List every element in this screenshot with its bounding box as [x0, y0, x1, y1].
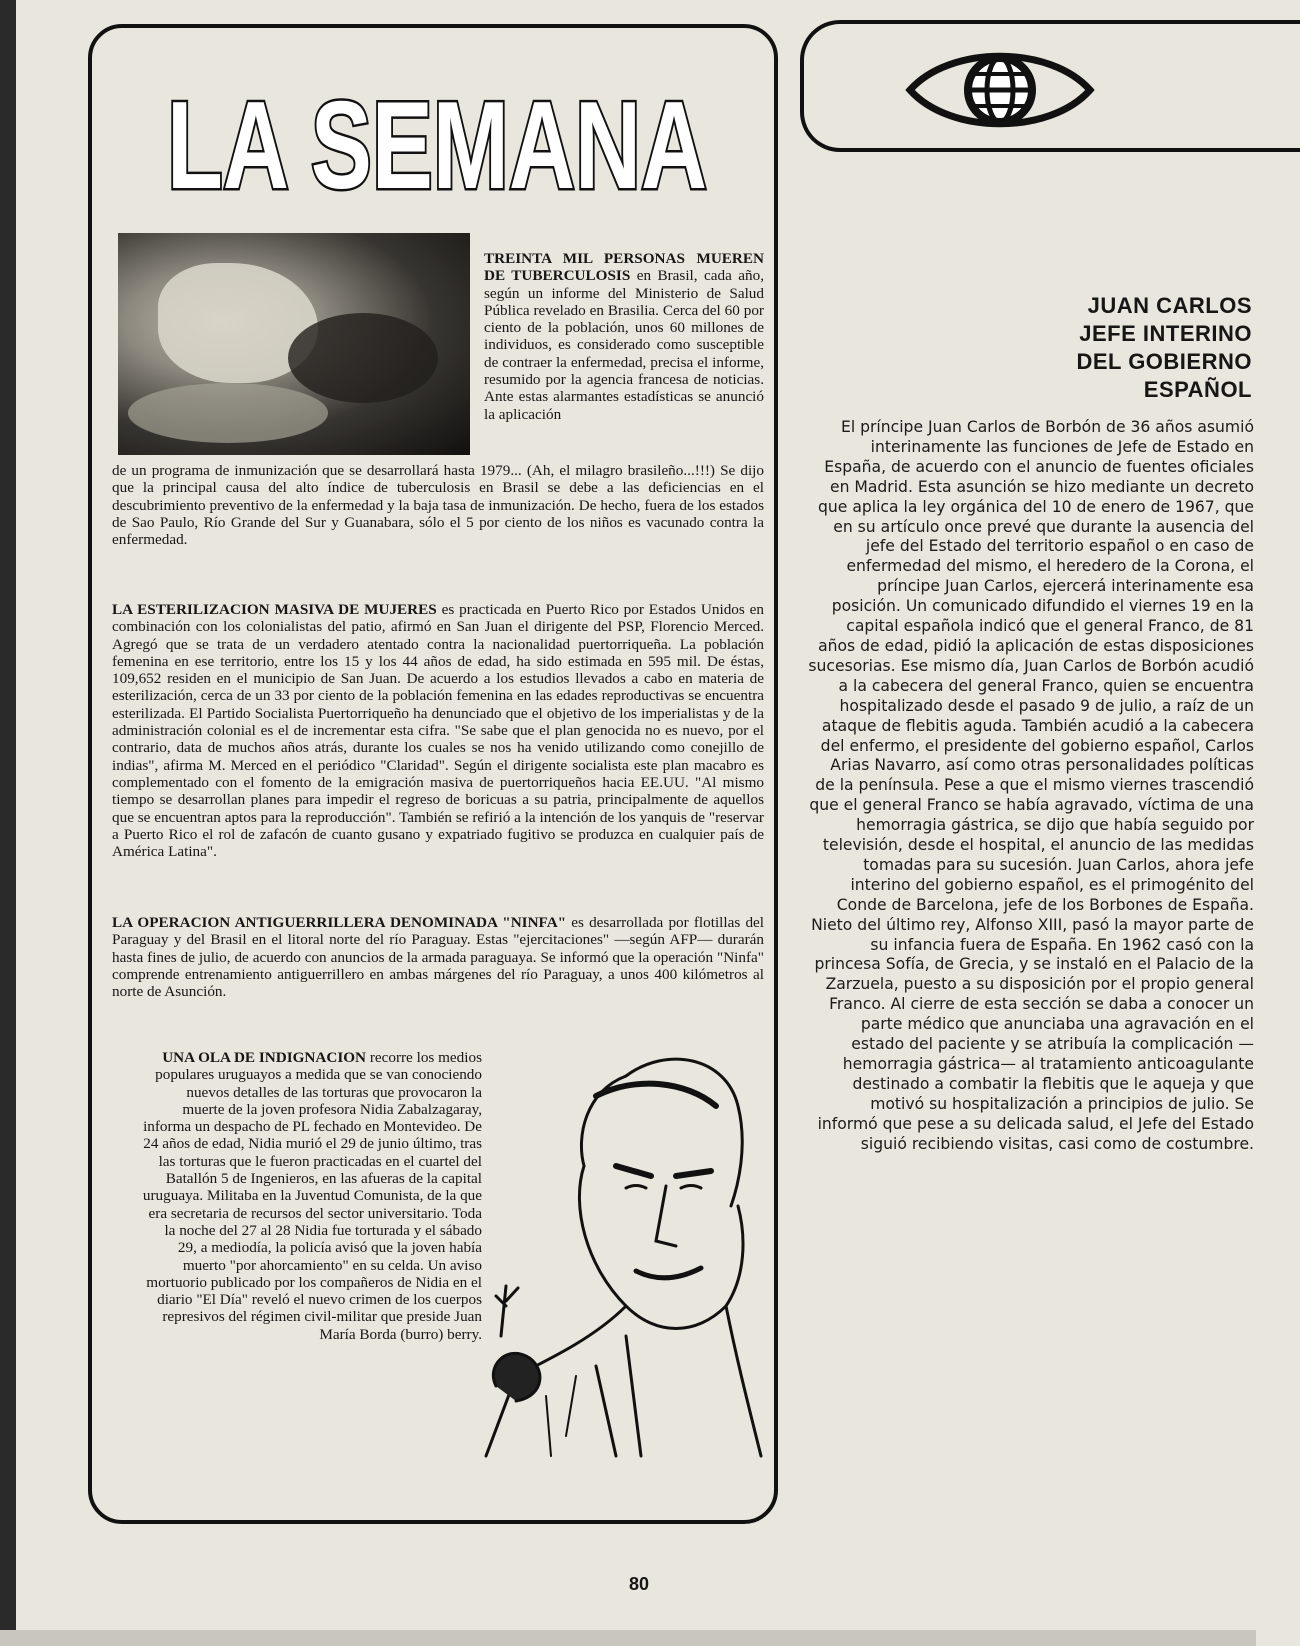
headline-line: JEFE INTERINO	[1079, 321, 1252, 346]
scan-edge	[0, 0, 16, 1646]
page-number: 80	[628, 1574, 650, 1594]
article-text: recorre los medios populares uruguayos a medida que se van conociendo nuevos detalles de las torturas que provocaron la muerte de la joven profesora Nidia Zabalzagaray, informa un despacho de PL fechado en Montevideo. De 24 años de edad, Nidia murió el 29 de junio último, tras las torturas que le fueron practicadas en el cuartel del Batallón 5 de Ingenieros, en las afueras de la capital uruguaya. Militaba en la Juventud Comunista, de la que era secretaria de recursos del sector universitario. Toda la noche del 27 al 28 Nidia fue torturada y el sábado 29, a mediodía, la policía avisó que la joven había muerto "por ahorcamiento" en su celda. Un aviso mortuorio publicado por los compañeros de Nidia en el diario "El Día" reveló el nuevo crimen de los cuerpos represivos del régimen civil-militar que preside Juan María Borda (burro) berry.	[142, 1049, 482, 1343]
headline-line: ESPAÑOL	[1143, 377, 1252, 402]
article-text: es practicada en Puerto Rico por Estados Unidos en combinación con los colonialistas del patio, afirmó en San Juan el dirigente del PSP, Florencio Merced. Agregó que se trata de un verdadero atentado contra la nacionalidad puertorriqueña. La población femenina en ese territorio, entre los 15 y los 44 años de edad, ha sido estimada en 595 mil. De éstas, 109,652 residen en el municipio de San Juan. De acuerdo a los estudios llevados a cabo en materia de esterilización, cerca de un 33 por ciento de la población femenina en las edades reproductivas se encuentra esterilizada. El Partido Socialista Puertorriqueño ha denunciado que el objetivo de los imperialistas y de la administración colonial es el de incrementar esta cifra. "Se sabe que el plan genocida no es nuevo, por el contrario, data de muchos años atrás, durante los cuales se nos ha venido utilizando como conejillo de indias", afirma M. Merced en el periódico "Claridad". Según el dirigente socialista este plan macabro es complementado con el fomento de la emigración masiva de puertorriqueños hacia EE.UU. "Al mismo tiempo se desarrollan planes para impedir el regreso de boricuas a su patria, principalmente de aquellos que se encuentran aptos para la reproducción". También se refirió a la intención de los yanquis de "reservar a Puerto Rico el rol de zafacón de cuanto gusano y expatriado fugitivo se produzca en cualquier país de América Latina".	[112, 601, 764, 861]
juan-carlos-article: El príncipe Juan Carlos de Borbón de 36 años asumió interinamente las funciones de Jefe de Estado en España, de acuerdo con el anuncio de fuentes oficiales en Madrid. Esta asunción se hizo mediante un decreto que aplica la ley orgánica del 10 de enero de 1967, que en su artículo once prevé que durante la ausencia del jefe del Estado del territorio español o en caso de enfermedad del mismo, el heredero de la Corona, el príncipe Juan Carlos, ejercerá interinamente esa posición. Un comunicado difundido el viernes 19 en la capital española indicó que el general Franco, de 81 años de edad, pidió la aplicación de estas disposiciones sucesorias. Ese mismo día, Juan Carlos de Borbón acudió a la cabecera del general Franco, quien se encuentra hospitalizado desde el pasado 9 de julio, a raíz de un ataque de flebitis aguda. También acudió a la cabecera del enfermo, el presidente del gobierno español, Carlos Arias Navarro, así como otras personalidades políticas de la península. Pese a que el mismo viernes trascendió que el general Franco se había agravado, víctima de una hemorragia gástrica, se dijo que había seguido por televisión, desde el hospital, el anuncio de las medidas tomadas para su sucesión. Juan Carlos, ahora jefe interino del gobierno español, es el primogénito del Conde de Barcelona, jefe de los Borbones de España. Nieto del último rey, Alfonso XIII, pasó la mayor parte de su infancia fuera de España. En 1962 casó con la princesa Sofía, de Grecia, y se instaló en el Palacio de la Zarzuela, puesto a su disposición por el propio general Franco. Al cierre de esta sección se daba a conocer un parte médico que anunciaba una agravación en el estado del paciente y se atribuía la complicación —hemorragia gástrica— al tratamiento anticoagulante destinado a combatir la flebitis que le aqueja y que motivó su hospitalización a principios de julio. Se informó que pese a su delicada salud, el Jefe del Estado siguió recibiendo visitas, casi como de costumbre.	[808, 418, 1254, 1153]
article-text: es desarrollada por flotillas del Paraguay y del Brasil en el litoral norte del río Paraguay. Estas "ejercitaciones" —según AFP— durarán hasta fines de julio, de acuerdo con anuncios de la armada paraguaya. Se informó que la operación "Ninfa" comprende entrenamiento antiguerrillero en ambas márgenes del río Paraguay, a unos 400 kilómetros al norte de Asunción.	[112, 914, 764, 1001]
article-lead: UNA OLA DE INDIGNACION	[162, 1049, 367, 1066]
eye-globe-icon	[900, 40, 1100, 140]
news-photo	[118, 233, 470, 455]
article-text: en Brasil, cada año, según un informe del Ministerio de Salud Pública revelado en Brasilia. Cerca del 60 por ciento de la población, unos 60 millones de individuos, es considerado como susceptible de contraer la enfermedad, precisa el informe, resumido por la agencia francesa de noticias. Ante estas alarmantes estadísticas se anunció la aplicación	[484, 267, 764, 423]
article-tuberculosis-bottom: de un programa de inmunización que se desarrollará hasta 1979... (Ah, el milagro brasileño...!!!) Se dijo que la principal causa del alto índice de tuberculosis en Brasil se debe a las deficiencias en el descubrimiento preventivo de la enfermedad y la baja tasa de inmunización. De hecho, fuera de los estados de Sao Paulo, Río Grande del Sur y Guanabara, sólo el 5 por ciento de los niños es vacunado contra la enfermedad.	[112, 462, 764, 549]
article-lead: LA OPERACION ANTIGUERRILLERA DENOMINADA "NINFA"	[112, 914, 567, 931]
caricature-illustration	[476, 1036, 766, 1456]
masthead	[162, 77, 712, 215]
headline-line: DEL GOBIERNO	[1076, 349, 1252, 374]
scan-bottom-edge	[0, 1630, 1256, 1646]
masthead-logo	[162, 77, 712, 215]
article-indignacion	[142, 1049, 482, 1343]
article-lead: TREINTA MIL PERSONAS MUEREN DE TUBERCULOSIS	[484, 250, 764, 285]
headline-line: JUAN CARLOS	[1087, 293, 1252, 318]
article-tuberculosis-top	[484, 250, 764, 423]
juan-carlos-headline	[960, 292, 1252, 404]
article-ninfa	[112, 914, 764, 1000]
article-esterilizacion	[112, 601, 764, 860]
la-semana-box	[88, 24, 778, 1524]
article-lead: LA ESTERILIZACION MASIVA DE MUJERES	[112, 601, 437, 618]
masthead-title: LA SEMANA	[167, 77, 707, 215]
